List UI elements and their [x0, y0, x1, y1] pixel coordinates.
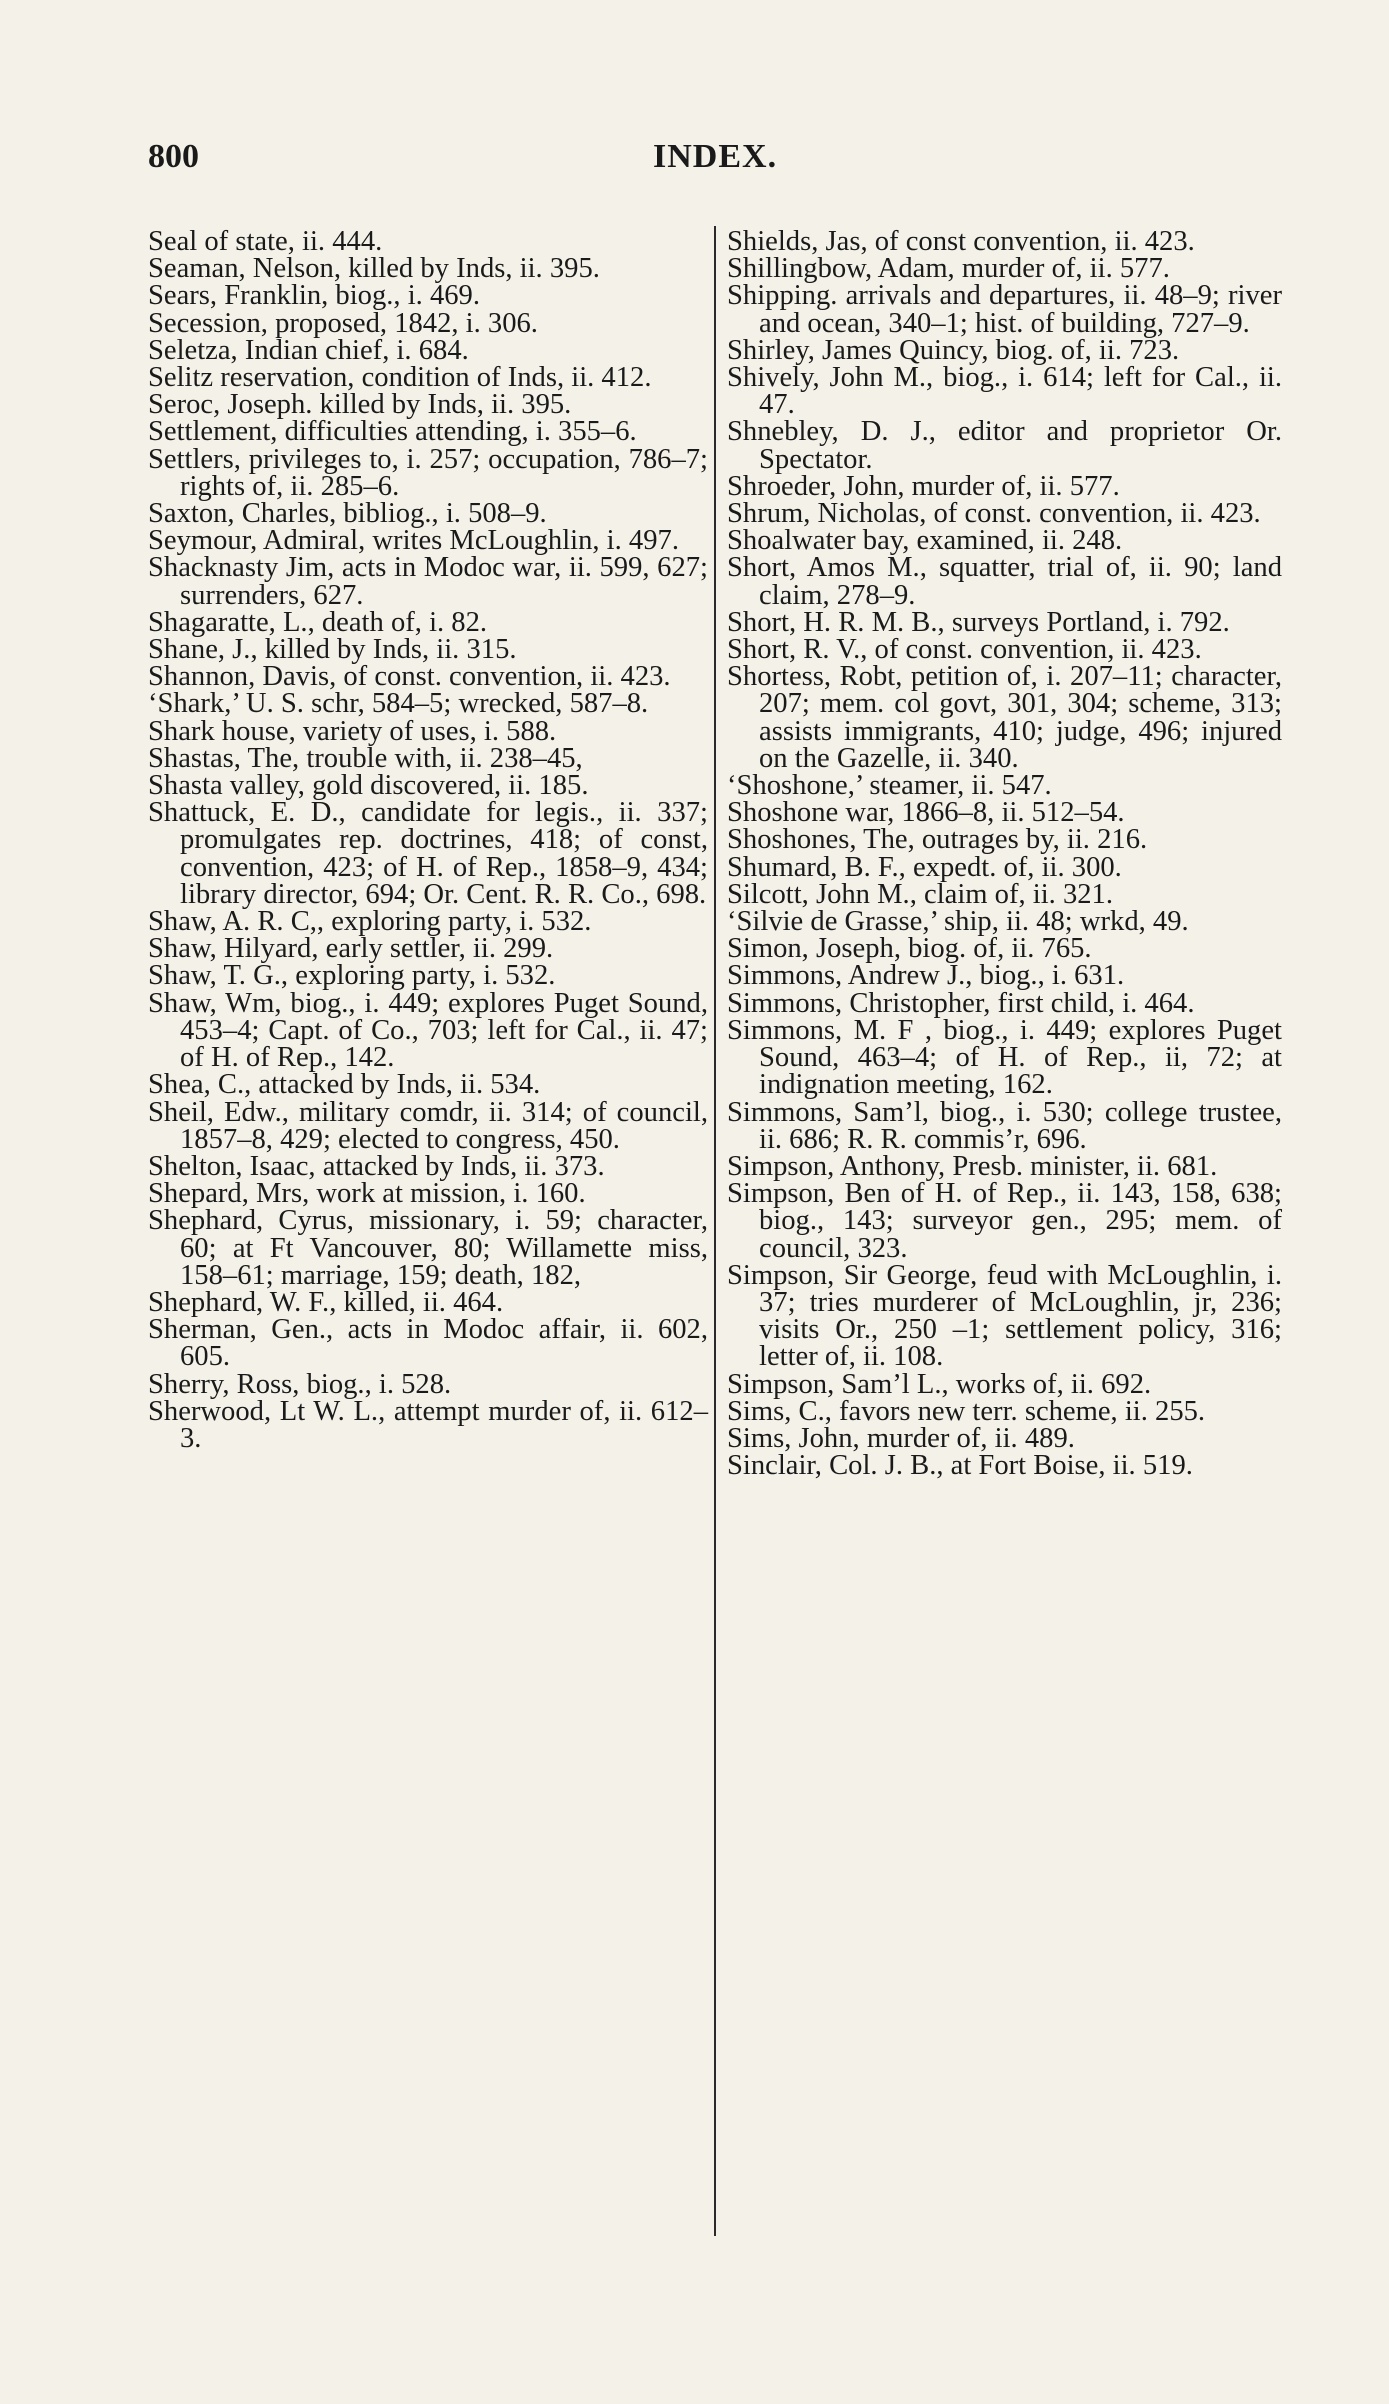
index-entry: Shoshones, The, outrages by, ii. 216.: [727, 824, 1148, 856]
index-entry: Selitz reservation, condition of Inds, ii. 412.: [148, 362, 652, 394]
index-entry: Sherwood, Lt W. L., attempt murder of, ii. 612–3.: [148, 1395, 708, 1454]
index-entry: Shea, C., attacked by Inds, ii. 534.: [148, 1069, 541, 1101]
index-entry: Shane, J., killed by Inds, ii. 315.: [148, 634, 517, 666]
index-entry: Simmons, Sam’l, biog., i. 530; college trustee, ii. 686; R. R. commis’r, 696.: [727, 1096, 1282, 1155]
index-entry: Short, H. R. M. B., surveys Portland, i. 792.: [727, 606, 1230, 638]
index-entry: Shaw, A. R. C,, exploring party, i. 532.: [148, 906, 592, 938]
index-entry: Shipping. arrivals and departures, ii. 48–9; river and ocean, 340–1; hist. of building, 727–9.: [727, 280, 1282, 339]
page-number: 800: [148, 138, 199, 175]
index-entry: Shagaratte, L., death of, i. 82.: [148, 606, 488, 638]
index-entry: Shoshone war, 1866–8, ii. 512–54.: [727, 797, 1125, 829]
index-entry: Shaw, Hilyard, early settler, ii. 299.: [148, 933, 554, 965]
index-entry: Sears, Franklin, biog., i. 469.: [148, 280, 480, 312]
index-entry: Shortess, Robt, petition of, i. 207–11; character, 207; mem. col govt, 301, 304; scheme, 313; assists immigrants, 410; judge, 496; injured on the Gazelle, ii. 340.: [727, 661, 1282, 774]
index-entry: Shaw, Wm, biog., i. 449; explores Puget Sound, 453–4; Capt. of Co., 703; left for Cal., ii. 47; of H. of Rep., 142.: [148, 987, 708, 1074]
index-entry: Shastas, The, trouble with, ii. 238–45,: [148, 742, 583, 774]
index-entry: Saxton, Charles, bibliog., i. 508–9.: [148, 498, 547, 530]
index-entry: Shelton, Isaac, attacked by Inds, ii. 373.: [148, 1150, 605, 1182]
index-entry: Seroc, Joseph. killed by Inds, ii. 395.: [148, 389, 572, 421]
index-entry: Shnebley, D. J., editor and proprietor Or. Spectator.: [727, 416, 1282, 475]
index-entry: Shields, Jas, of const convention, ii. 423.: [727, 226, 1195, 257]
index-entry: Sherry, Ross, biog., i. 528.: [148, 1368, 452, 1400]
index-entry: Shattuck, E. D., candidate for legis., ii. 337; promulgates rep. doctrines, 418; of const, convention, 423; of H. of Rep., 1858–9, 434; library director, 694; Or. Cent. R. R. Co., 698.: [148, 797, 708, 910]
column-divider: [714, 226, 716, 2236]
page-header: [148, 138, 1258, 188]
index-entry: ‘Shark,’ U. S. schr, 584–5; wrecked, 587–8.: [148, 688, 649, 720]
index-column-left: [148, 228, 708, 1452]
index-entry: Simon, Joseph, biog. of, ii. 765.: [727, 933, 1092, 965]
index-entry: Shoalwater bay, examined, ii. 248.: [727, 525, 1123, 557]
index-entry: Shephard, W. F., killed, ii. 464.: [148, 1286, 504, 1318]
index-entry: Simpson, Anthony, Presb. minister, ii. 681.: [727, 1150, 1218, 1182]
index-entry: Seaman, Nelson, killed by Inds, ii. 395.: [148, 253, 600, 285]
index-entry: Settlement, difficulties attending, i. 355–6.: [148, 416, 637, 448]
index-entry: Silcott, John M., claim of, ii. 321.: [727, 878, 1114, 910]
index-entry: Sherman, Gen., acts in Modoc affair, ii. 602, 605.: [148, 1314, 708, 1373]
index-entry: Shepard, Mrs, work at mission, i. 160.: [148, 1178, 586, 1210]
index-entry: Sheil, Edw., military comdr, ii. 314; of council, 1857–8, 429; elected to congress, 450.: [148, 1096, 708, 1155]
index-entry: Simpson, Ben of H. of Rep., ii. 143, 158, 638; biog., 143; surveyor gen., 295; mem. of council, 323.: [727, 1178, 1282, 1264]
index-entry: Simpson, Sir George, feud with McLoughlin, i. 37; tries murderer of McLoughlin, jr, 236; visits Or., 250 –1; settlement policy, 316; letter of, ii. 108.: [727, 1259, 1282, 1373]
index-entry: Shrum, Nicholas, of const. convention, ii. 423.: [727, 498, 1261, 530]
index-entry: Settlers, privileges to, i. 257; occupation, 786–7; rights of, ii. 285–6.: [148, 443, 708, 502]
index-entry: Shasta valley, gold discovered, ii. 185.: [148, 770, 589, 802]
index-entry: Short, Amos M., squatter, trial of, ii. 90; land claim, 278–9.: [727, 552, 1282, 611]
index-entry: Shark house, variety of uses, i. 588.: [148, 715, 557, 747]
index-entry: Simpson, Sam’l L., works of, ii. 692.: [727, 1368, 1152, 1400]
index-entry: Simmons, Christopher, first child, i. 464.: [727, 987, 1195, 1019]
index-column-right: [727, 226, 1282, 1482]
index-entry: Simmons, M. F , biog., i. 449; explores Puget Sound, 463–4; of H. of Rep., ii, 72; at indignation meeting, 162.: [727, 1014, 1282, 1101]
index-entry: Short, R. V., of const. convention, ii. 423.: [727, 634, 1202, 666]
index-entry: Simmons, Andrew J., biog., i. 631.: [727, 960, 1125, 992]
index-entry: Shively, John M., biog., i. 614; left for Cal., ii. 47.: [727, 362, 1282, 421]
running-title: INDEX.: [653, 138, 778, 175]
index-entry: Shillingbow, Adam, murder of, ii. 577.: [727, 253, 1170, 285]
index-entry: Shroeder, John, murder of, ii. 577.: [727, 470, 1120, 502]
index-entry: Shacknasty Jim, acts in Modoc war, ii. 599, 627; surrenders, 627.: [148, 552, 708, 611]
index-entry: Shaw, T. G., exploring party, i. 532.: [148, 960, 556, 992]
index-entry: Shannon, Davis, of const. convention, ii. 423.: [148, 661, 671, 693]
index-entry: Sinclair, Col. J. B., at Fort Boise, ii. 519.: [727, 1450, 1193, 1482]
index-entry: ‘Silvie de Grasse,’ ship, ii. 48; wrkd, 49.: [727, 906, 1189, 938]
index-entry: Sims, John, murder of, ii. 489.: [727, 1422, 1075, 1454]
index-entry: Secession, proposed, 1842, i. 306.: [148, 307, 538, 339]
index-entry: Sims, C., favors new terr. scheme, ii. 255.: [727, 1395, 1206, 1427]
index-entry: Shumard, B. F., expedt. of, ii. 300.: [727, 851, 1122, 883]
index-entry: Seal of state, ii. 444.: [148, 226, 383, 257]
index-entry: Shirley, James Quincy, biog. of, ii. 723.: [727, 334, 1180, 366]
index-entry: Shephard, Cyrus, missionary, i. 59; character, 60; at Ft Vancouver, 80; Willamette miss, 158–61; marriage, 159; death, 182,: [148, 1205, 708, 1291]
index-entry: Seymour, Admiral, writes McLoughlin, i. 497.: [148, 525, 679, 557]
index-entry: ‘Shoshone,’ steamer, ii. 547.: [727, 770, 1052, 802]
index-entry: Seletza, Indian chief, i. 684.: [148, 334, 469, 366]
